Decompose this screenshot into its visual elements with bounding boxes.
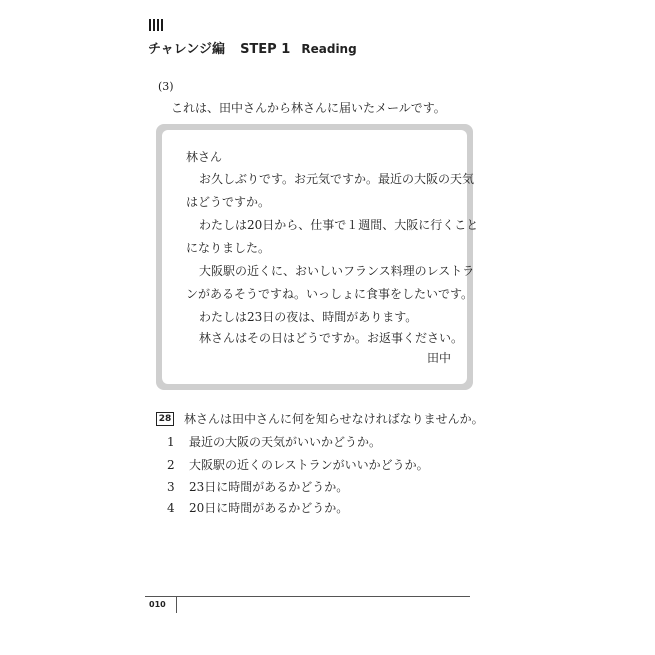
page-number: 010 — [149, 600, 166, 609]
letter-line: ンがあるそうですね。いっしょに食事をしたいです。 — [186, 287, 474, 301]
intro-text: これは、田中さんから林さんに届いたメールです。 — [171, 101, 446, 115]
answer-option-1[interactable] — [167, 433, 381, 450]
answer-option-3[interactable] — [167, 478, 348, 495]
letter-line: になりました。 — [186, 241, 271, 255]
footer-separator — [176, 597, 177, 613]
option-text: 最近の大阪の天気がいいかどうか。 — [189, 435, 382, 449]
letter-line: 林さんはその日はどうですか。お返事ください。 — [199, 331, 464, 345]
option-number: 2 — [167, 458, 175, 472]
page-header — [148, 38, 357, 57]
letter-line: お久しぶりです。お元気ですか。最近の大阪の天気 — [199, 172, 475, 186]
option-number: 4 — [167, 501, 175, 515]
letter-line: わたしは23日の夜は、時間があります。 — [199, 310, 418, 324]
section-label: Reading — [301, 42, 357, 56]
question-number: (3) — [158, 80, 174, 93]
question-badge: 28 — [156, 412, 174, 426]
letter-addressee: 林さん — [186, 150, 223, 164]
letter-frame — [156, 124, 479, 390]
option-number: 1 — [167, 435, 175, 449]
chapter-marker — [149, 19, 163, 31]
letter-signature: 田中 — [427, 351, 452, 365]
answer-option-2[interactable] — [167, 456, 429, 473]
letter-body — [162, 130, 479, 384]
option-number: 3 — [167, 480, 175, 494]
question-text: 林さんは田中さんに何を知らせなければなりませんか。 — [184, 412, 484, 426]
letter-line: 大阪駅の近くに、おいしいフランス料理のレストラ — [199, 264, 475, 278]
letter-line: わたしは20日から、仕事で１週間、大阪に行くこと — [199, 218, 479, 232]
step-label: STEP 1 — [240, 42, 291, 57]
option-text: 23日に時間があるかどうか。 — [189, 480, 349, 494]
option-text: 20日に時間があるかどうか。 — [189, 501, 349, 515]
option-text: 大阪駅の近くのレストランがいいかどうか。 — [189, 458, 429, 472]
chapter-title: チャレンジ編 — [148, 42, 225, 57]
letter-line: はどうですか。 — [186, 195, 271, 209]
footer-divider — [145, 596, 470, 597]
answer-option-4[interactable] — [167, 499, 348, 516]
